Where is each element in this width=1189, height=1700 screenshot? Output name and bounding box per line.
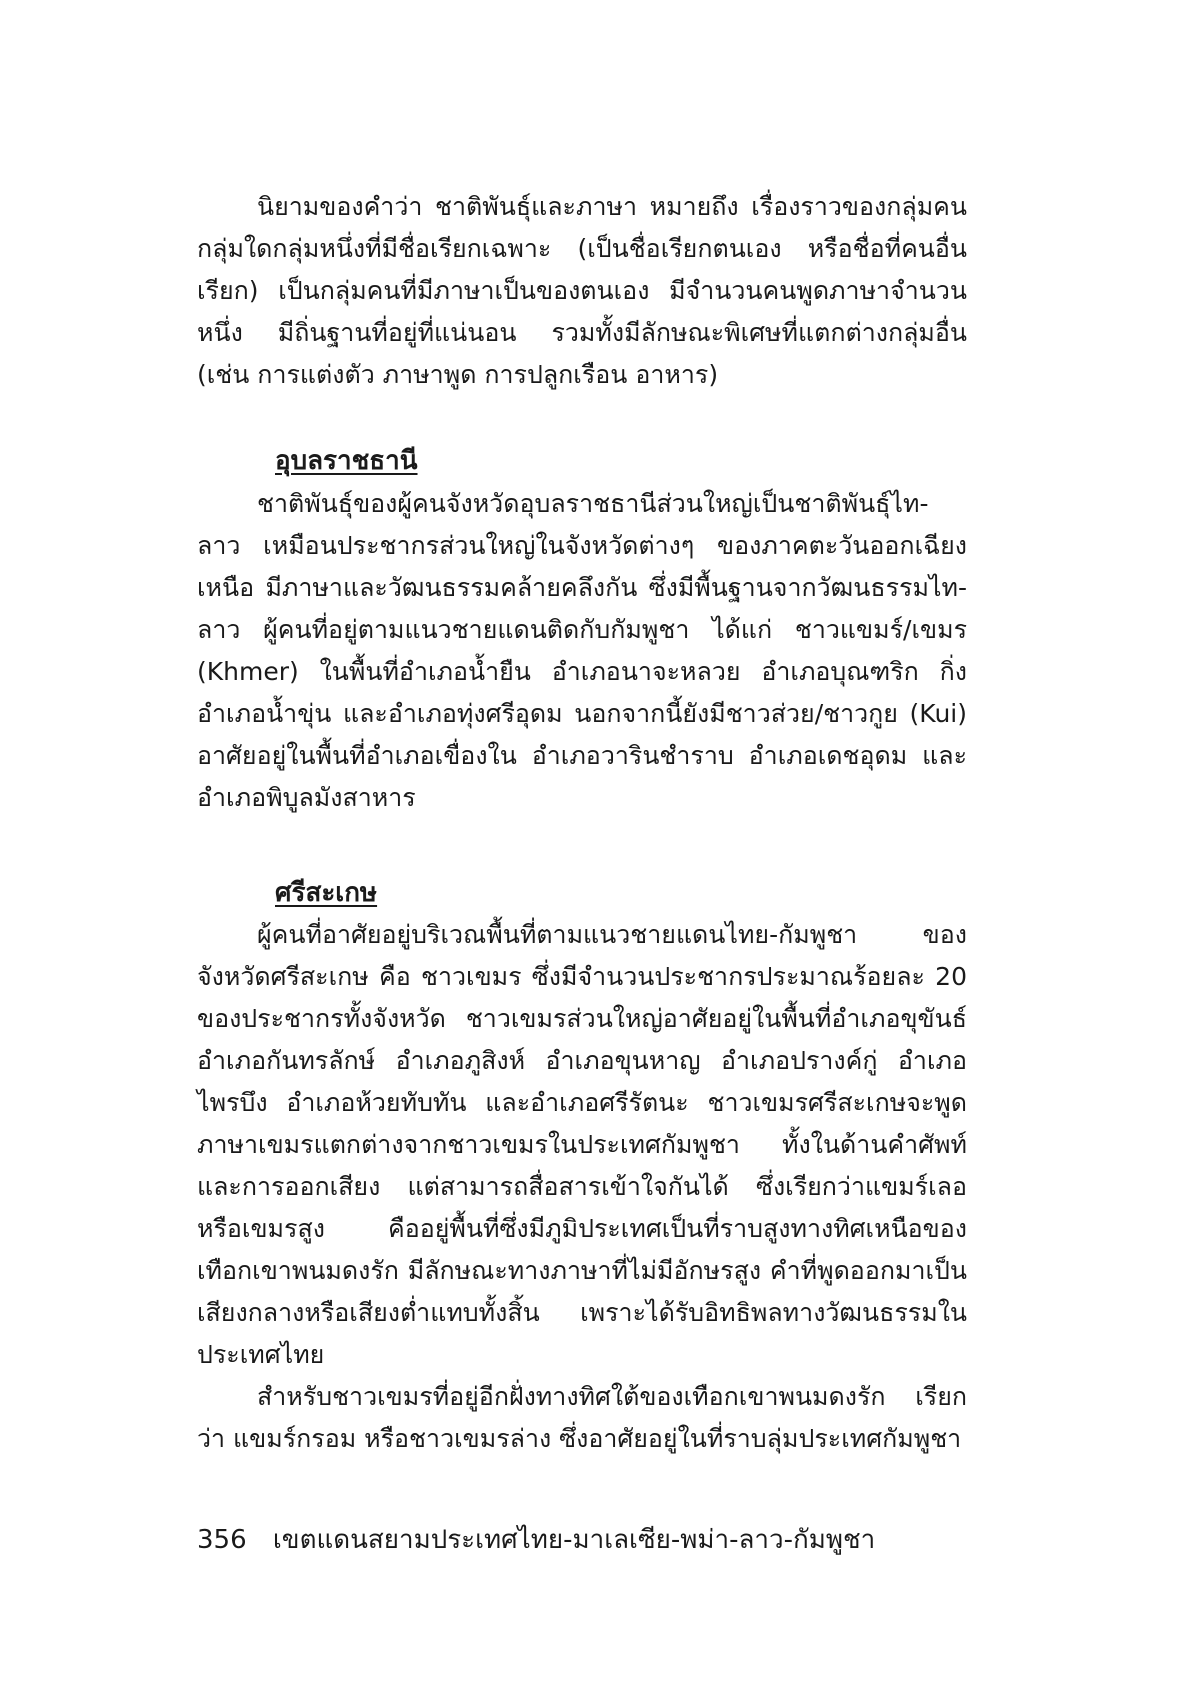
book-title: เขตแดนสยามประเทศไทย-มาเลเซีย-พม่า-ลาว-กัมพูชา bbox=[272, 1525, 876, 1555]
sisaket-heading: ศรีสะเกษ bbox=[275, 878, 378, 908]
sisaket-section bbox=[197, 914, 967, 1460]
page-footer bbox=[197, 1523, 875, 1557]
intro-section bbox=[197, 186, 967, 396]
ubon-paragraph: ชาติพันธุ์ของผู้คนจังหวัดอุบลราชธานีส่วนใหญ่เป็นชาติพันธุ์ไท-ลาว เหมือนประชากรส่วนใหญ่ในจังหวัดต่างๆ ของภาคตะวันออกเฉียงเหนือ มีภาษาและวัฒนธรรมคล้ายคลึงกัน ซึ่งมีพื้นฐานจากวัฒนธรรมไท-ลาว ผู้คนที่อยู่ตามแนวชายแดนติดกับกัมพูชา ได้แก่ ชาวแขมร์/เขมร (Khmer) ในพื้นที่อำเภอน้ำยืน อำเภอนาจะหลวย อำเภอบุณฑริก กิ่งอำเภอน้ำขุ่น และอำเภอทุ่งศรีอุดม นอกจากนี้ยังมีชาวส่วย/ชาวกูย (Kui) อาศัยอยู่ในพื้นที่อำเภอเขื่องใน อำเภอวารินชำราบ อำเภอเดชอุดม และอำเภอพิบูลมังสาหาร bbox=[197, 489, 967, 812]
sisaket-paragraph-2: สำหรับชาวเขมรที่อยู่อีกฝั่งทางทิศใต้ของเทือกเขาพนมดงรัก เรียกว่า แขมร์กรอม หรือชาวเขมรล่าง ซึ่งอาศัยอยู่ในที่ราบลุ่มประเทศกัมพูชา bbox=[197, 1382, 967, 1453]
page-number: 356 bbox=[197, 1525, 247, 1555]
intro-paragraph: นิยามของคำว่า ชาติพันธุ์และภาษา หมายถึง เรื่องราวของกลุ่มคนกลุ่มใดกลุ่มหนึ่งที่มีชื่อเรียกเฉพาะ (เป็นชื่อเรียกตนเอง หรือชื่อที่คนอื่นเรียก) เป็นกลุ่มคนที่มีภาษาเป็นของตนเอง มีจำนวนคนพูดภาษาจำนวนหนึ่ง มีถิ่นฐานที่อยู่ที่แน่นอน รวมทั้งมีลักษณะพิเศษที่แตกต่างกลุ่มอื่น (เช่น การแต่งตัว ภาษาพูด การปลูกเรือน อาหาร) bbox=[197, 192, 967, 389]
ubon-section bbox=[197, 483, 967, 819]
ubon-heading: อุบลราชธานี bbox=[275, 446, 418, 476]
sisaket-paragraph-1: ผู้คนที่อาศัยอยู่บริเวณพื้นที่ตามแนวชายแดนไทย-กัมพูชา ของจังหวัดศรีสะเกษ คือ ชาวเขมร ซึ่งมีจำนวนประชากรประมาณร้อยละ 20 ของประชากรทั้งจังหวัด ชาวเขมรส่วนใหญ่อาศัยอยู่ในพื้นที่อำเภอขุขันธ์ อำเภอกันทรลักษ์ อำเภอภูสิงห์ อำเภอขุนหาญ อำเภอปรางค์กู่ อำเภอไพรบึง อำเภอห้วยทับทัน และอำเภอศรีรัตนะ ชาวเขมรศรีสะเกษจะพูดภาษาเขมรแตกต่างจากชาวเขมรในประเทศกัมพูชา ทั้งในด้านคำศัพท์และการออกเสียง แต่สามารถสื่อสารเข้าใจกันได้ ซึ่งเรียกว่าแขมร์เลอ หรือเขมรสูง คืออยู่พื้นที่ซึ่งมีภูมิประเทศเป็นที่ราบสูงทางทิศเหนือของเทือกเขาพนมดงรัก มีลักษณะทางภาษาที่ไม่มีอักษรสูง คำที่พูดออกมาเป็นเสียงกลางหรือเสียงต่ำแทบทั้งสิ้น เพราะได้รับอิทธิพลทางวัฒนธรรมในประเทศไทย bbox=[197, 920, 967, 1369]
